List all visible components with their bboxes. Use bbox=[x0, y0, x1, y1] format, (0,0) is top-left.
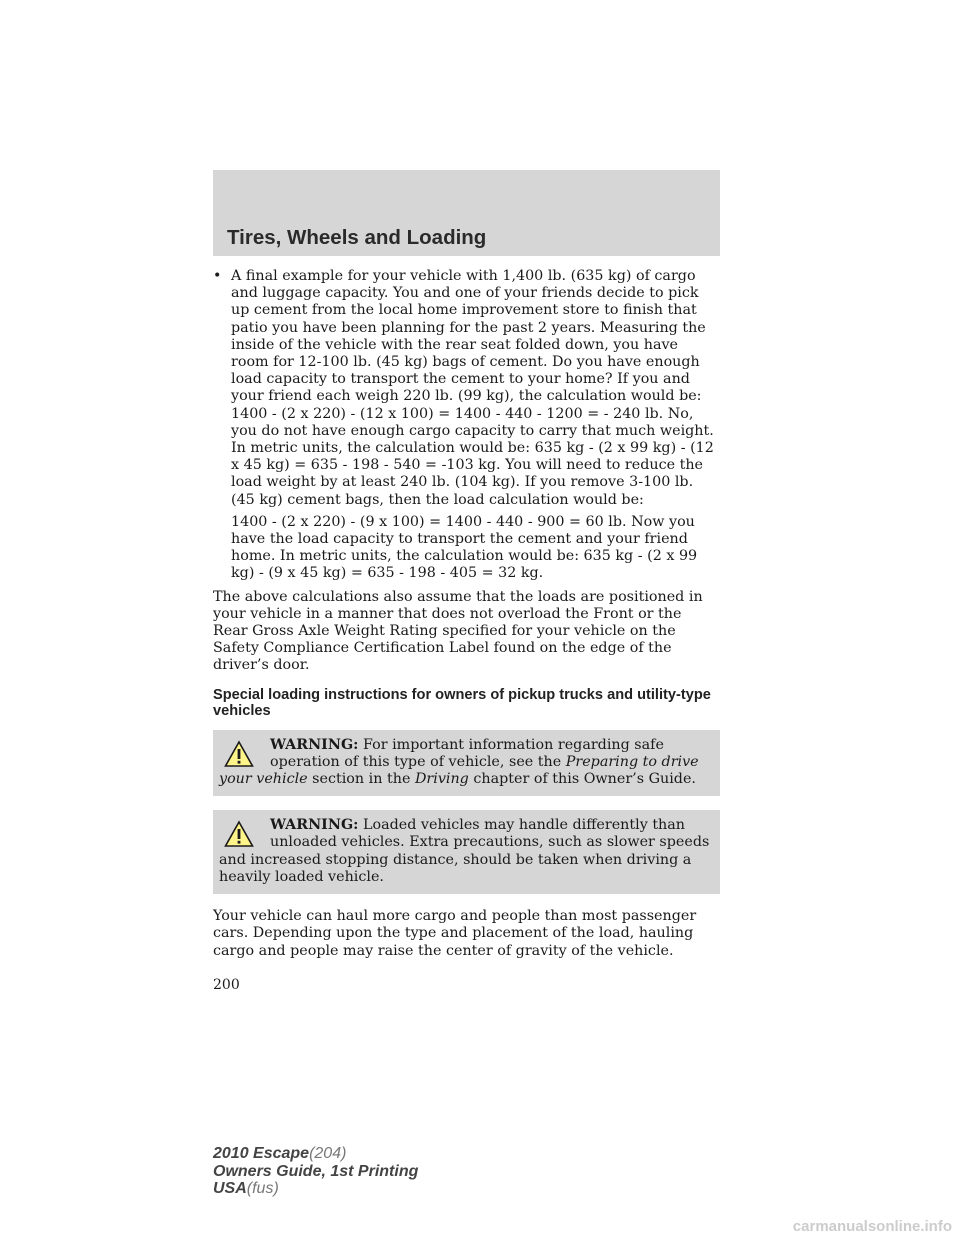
final-paragraph: Your vehicle can haul more cargo and people than most passenger cars. Depending upon the type and placement of the load, hauling cargo and people may raise the center of gravity of the vehicle. bbox=[213, 908, 697, 959]
footer-market-code: (fus) bbox=[246, 1180, 279, 1197]
footer bbox=[213, 1145, 418, 1198]
page-number: 200 bbox=[213, 977, 240, 993]
example-bullet bbox=[213, 268, 720, 509]
section-header-band bbox=[213, 170, 720, 256]
warning-triangle-icon bbox=[224, 740, 254, 768]
footer-model: 2010 Escape bbox=[213, 1145, 310, 1162]
warning-reference: Driving bbox=[414, 771, 469, 788]
watermark: carmanualsonline.info bbox=[792, 1218, 952, 1235]
footer-market: USA bbox=[213, 1180, 247, 1197]
section-title: Tires, Wheels and Loading bbox=[227, 226, 487, 249]
warning-text: Loaded vehicles may handle differently than unloaded vehicles. Extra precautions, such as slower speeds and increased stopping distance, should be taken when driving a heavily loaded vehicle. bbox=[219, 817, 710, 885]
warning-label: WARNING: bbox=[270, 817, 359, 834]
warning-text: For important information regarding safe operation of this type of vehicle, see the bbox=[270, 736, 664, 770]
example-continuation: 1400 - (2 x 220) - (9 x 100) = 1400 - 440 - 900 = 60 lb. Now you have the load capacity to transport the cement and your friend home. In metric units, the calculation would be: 635 kg - (2 x 99 kg) - (9 x 45 kg) = 635 - 198 - 405 = 32 kg. bbox=[231, 513, 698, 582]
example-paragraph: A final example for your vehicle with 1,400 lb. (635 kg) of cargo and luggage capacity. You and one of your friends decide to pick up cement from the local home improvement store to finish that patio you have been planning for the past 2 years. Measuring the inside of the vehicle with the rear seat folded down, you have room for 12-100 lb. (45 kg) bags of cement. Do you have enough load capacity to transport the cement to your home? If you and your friend each weigh 220 lb. (99 kg), the calculation would be: 1400 - (2 x 220) - (12 x 100) = 1400 - 440 - 1200 = - 240 lb. No, you do not have enough cargo capacity to carry that much weight. In metric units, the calculation would be: 635 kg - (2 x 99 kg) - (12 x 45 kg) = 635 - 198 - 540 = -103 kg. You will need to reduce the load weight by at least 240 lb. (104 kg). If you remove 3-100 lb. (45 kg) cement bags, then the load calculation would be: bbox=[231, 268, 714, 508]
warning-box bbox=[213, 810, 720, 894]
warning-triangle-icon bbox=[224, 820, 254, 848]
footer-line bbox=[213, 1145, 418, 1163]
assumption-paragraph: The above calculations also assume that the loads are positioned in your vehicle in a manner that does not overload the Front or the Rear Gross Axle Weight Rating specified for your vehicle on the Safety Compliance Certification Label found on the edge of the driver’s door. bbox=[213, 588, 703, 674]
page-content bbox=[213, 268, 720, 966]
warning-label: WARNING: bbox=[270, 736, 359, 753]
subheading: Special loading instructions for owners of pickup trucks and utility-type vehicles bbox=[213, 686, 711, 720]
warning-reference: Preparing to drive your vehicle bbox=[219, 753, 699, 788]
warning-text: section in the bbox=[307, 771, 415, 788]
bullet-mark: • bbox=[213, 268, 222, 284]
footer-line: Owners Guide, 1st Printing bbox=[213, 1162, 419, 1180]
warning-box bbox=[213, 730, 720, 797]
warning-text: chapter of this Owner’s Guide. bbox=[468, 771, 696, 788]
footer-code: (204) bbox=[309, 1145, 347, 1162]
footer-line bbox=[213, 1180, 418, 1198]
